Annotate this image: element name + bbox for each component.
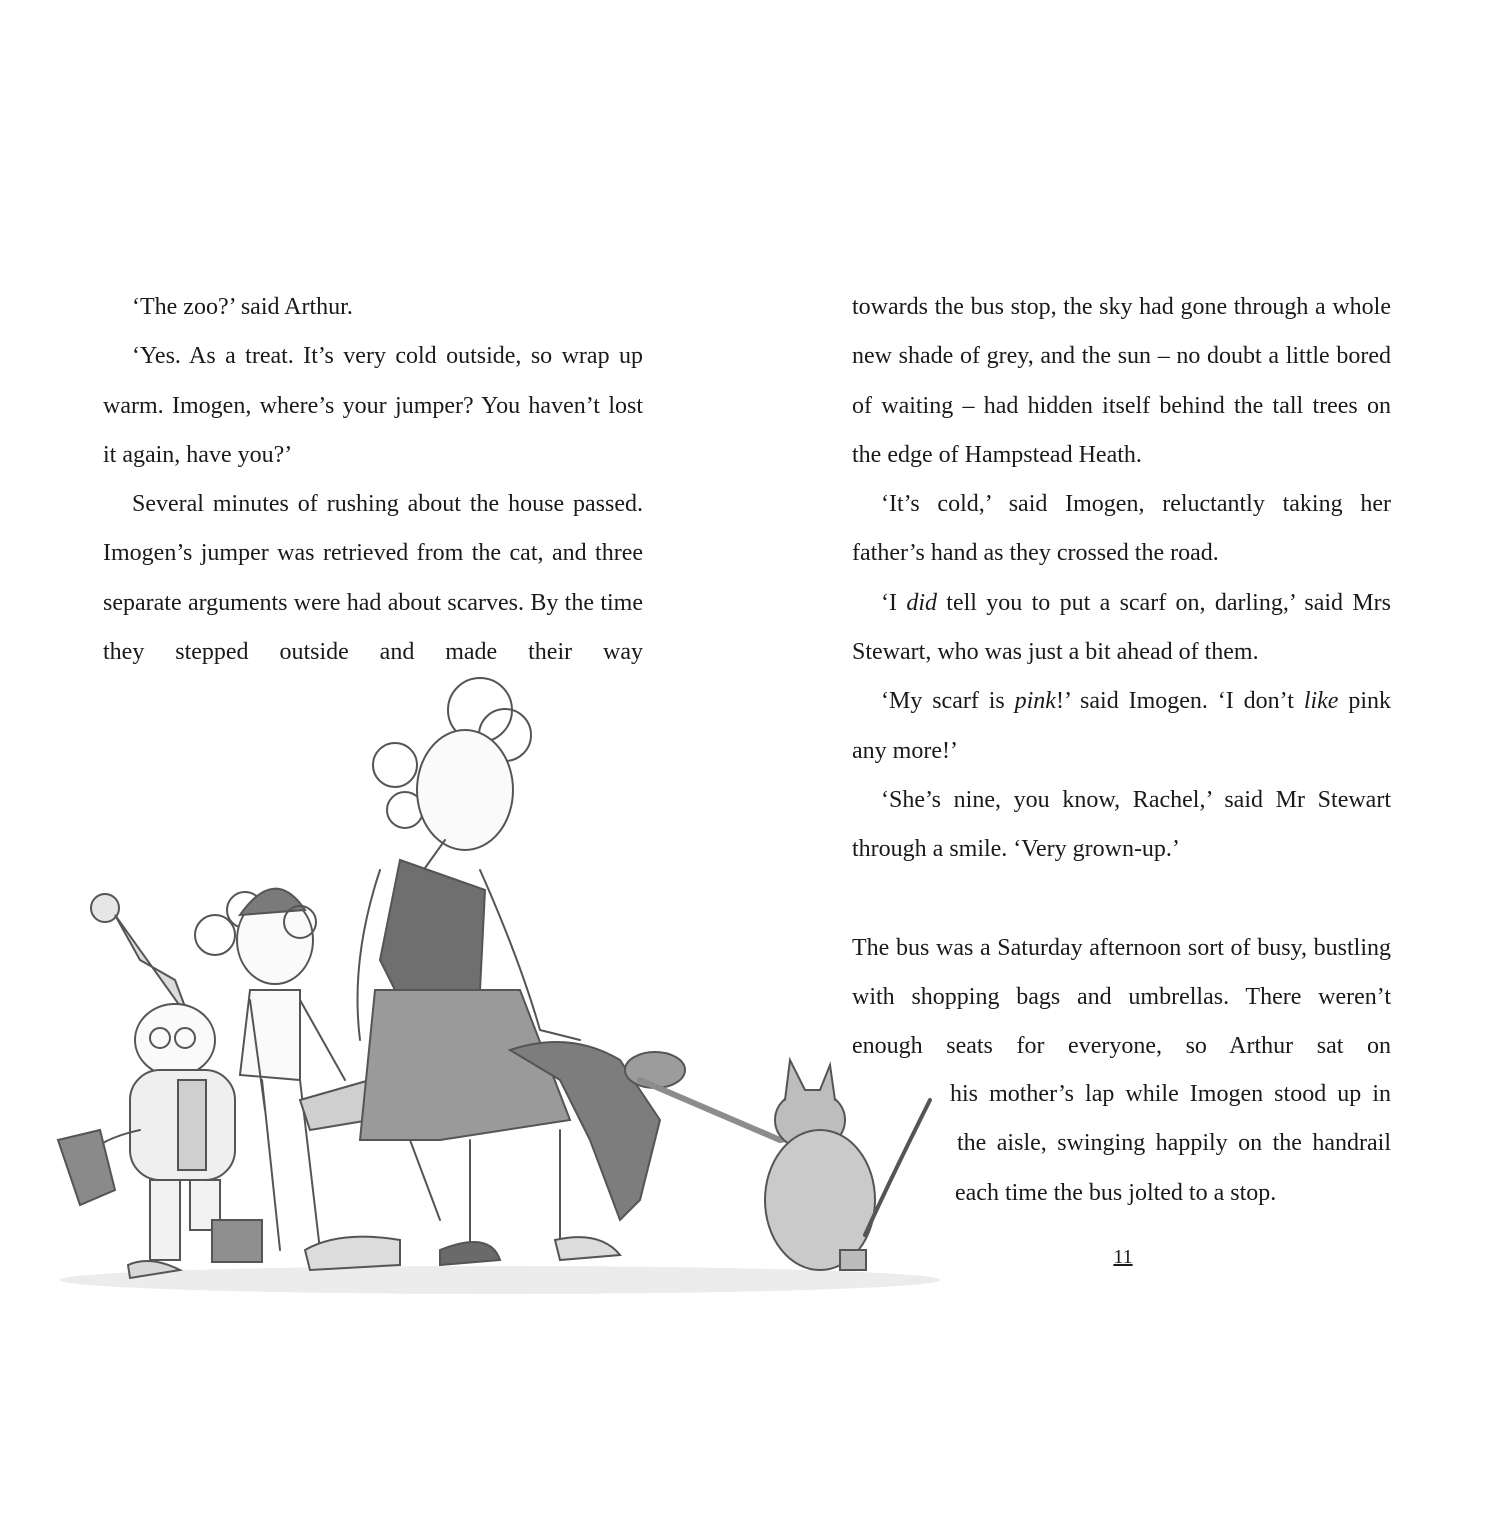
wrapped-text-block (950, 1070, 1391, 1218)
page-number: 11 (1113, 1246, 1133, 1268)
paragraph: The bus was a Saturday afternoon sort of busy, bustling with shopping bags and umbrellas. There weren’t enough seats for everyone, so Arthur sat on (852, 934, 1391, 1060)
paragraph: Several minutes of rushing about the house passed. Imogen’s jumper was retrieved from the cat, and three separate arguments were had about scarves. By the time they stepped outside and made their way (103, 491, 643, 666)
text-line: each time the bus jolted to a stop. (955, 1179, 1277, 1206)
paragraph: ‘The zoo?’ said Arthur. (132, 294, 353, 320)
paragraph: towards the bus stop, the sky had gone through a whole new shade of grey, and the sun – no doubt a little bored of waiting – had hidden itself behind the tall trees on the edge of Hampstead Heath. (852, 294, 1391, 468)
paragraph: ‘My scarf is pink!’ said Imogen. ‘I don’t like pink any more!’ (852, 688, 1392, 764)
left-text-column (103, 283, 643, 677)
boy-figure (58, 894, 262, 1278)
text-line: his mother’s lap while Imogen stood up in (950, 1081, 1391, 1107)
cat-figure (765, 1060, 930, 1270)
paragraph: ‘It’s cold,’ said Imogen, reluctantly taking her father’s hand as they crossed the road. (852, 491, 1391, 567)
paragraph: ‘Yes. As a treat. It’s very cold outside, so wrap up warm. Imogen, where’s your jumper? You haven’t lost it again, have you?’ (103, 343, 643, 468)
family-illustration (0, 660, 980, 1320)
text-line: the aisle, swinging happily on the handrail (957, 1130, 1391, 1157)
paragraph: ‘I did tell you to put a scarf on, darling,’ said Mrs Stewart, who was just a bit ahead of them. (852, 589, 1392, 666)
mother-figure (358, 678, 621, 1265)
paragraph: ‘She’s nine, you know, Rachel,’ said Mr Stewart through a smile. ‘Very grown-up.’ (852, 786, 1391, 863)
